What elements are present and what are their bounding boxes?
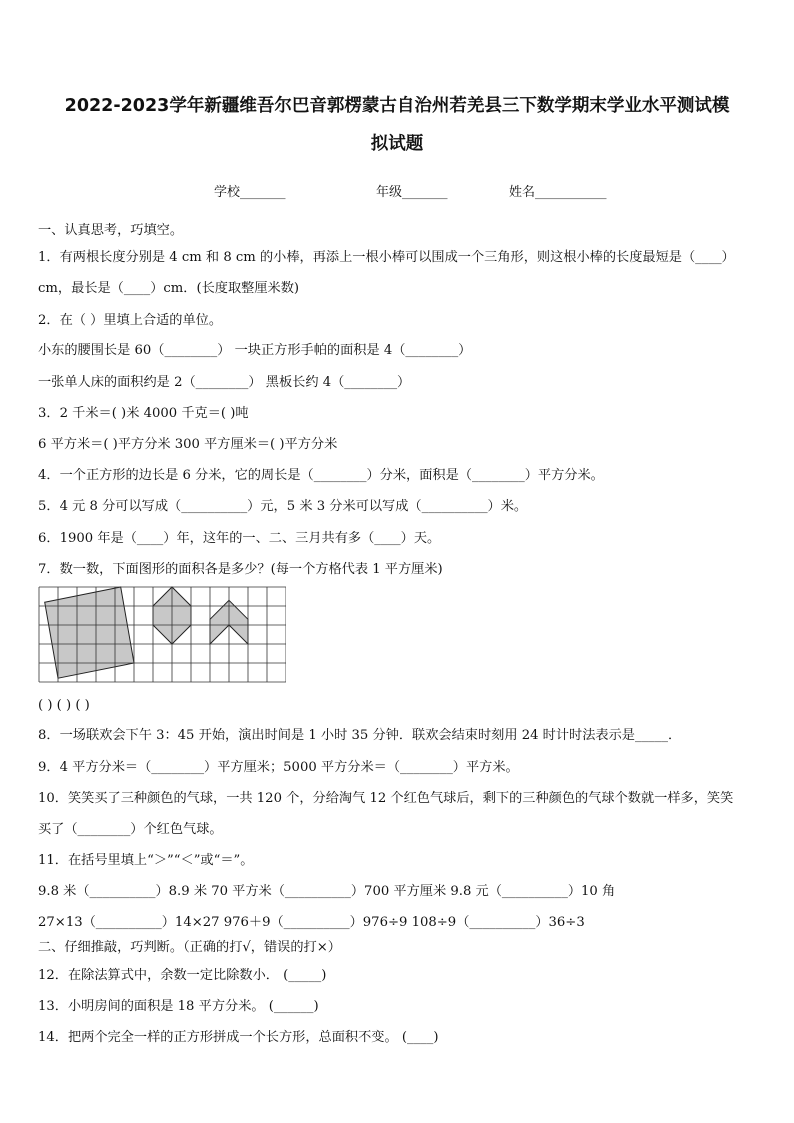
question-11-row2: 27×13（__________）14×27 976＋9（__________）976÷9 108÷9（__________）36÷3	[38, 915, 585, 930]
question-11: 11．在括号里填上“＞”“＜”或“＝”。	[38, 853, 254, 868]
question-2: 2．在（ ）里填上合适的单位。	[38, 313, 223, 328]
question-2-row1: 小东的腰围长是 60（________） 一块正方形手帕的面积是 4（________）	[38, 343, 472, 358]
question-13: 13．小明房间的面积是 18 平方分米。 (______)	[38, 999, 319, 1014]
school-field[interactable]: 学校_______	[214, 185, 286, 200]
question-6: 6．1900 年是（____）年，这年的一、二、三月共有多（____）天。	[38, 531, 441, 546]
question-10-line1: 10．笑笑买了三种颜色的气球，一共 120 个，分给淘气 12 个红色气球后，剩下的三种颜色的气球个数就一样多，笑笑	[38, 791, 734, 806]
section-2-heading: 二、仔细推敲，巧判断。（正确的打√，错误的打×）	[38, 940, 341, 955]
question-4: 4．一个正方形的边长是 6 分米，它的周长是（________）分米，面积是（________）平方分米。	[38, 468, 604, 483]
question-10-line2: 买了（________）个红色气球。	[38, 822, 223, 837]
question-5: 5．4 元 8 分可以写成（__________）元，5 米 3 分米可以写成（__________）米。	[38, 499, 528, 514]
page-title: 2022-2023学年新疆维吾尔巴音郭楞蒙古自治州若羌县三下数学期末学业水平测试模	[64, 96, 730, 116]
grade-field[interactable]: 年级_______	[376, 185, 448, 200]
question-7: 7．数一数，下面图形的面积各是多少？(每一个方格代表 1 平方厘米)	[38, 562, 443, 577]
question-8: 8．一场联欢会下午 3：45 开始，演出时间是 1 小时 35 分钟．联欢会结束时刻用 24 时计时法表示是_____．	[38, 728, 682, 743]
question-3-row2: 6 平方米＝( )平方分米 300 平方厘米＝( )平方分米	[38, 437, 338, 452]
question-3-row1: 3．2 千米＝( )米 4000 千克＝( )吨	[38, 406, 249, 421]
question-1-line2: cm，最长是（____）cm．(长度取整厘米数)	[38, 281, 300, 296]
page-title-continued: 拟试题	[370, 134, 424, 154]
question-9: 9．4 平方分米＝（________）平方厘米；5000 平方分米＝（________）平方米。	[38, 760, 519, 775]
question-11-row1: 9.8 米（__________）8.9 米 70 平方米（__________）700 平方厘米 9.8 元（__________）10 角	[38, 884, 616, 899]
question-1-line1: 1．有两根长度分别是 4 cm 和 8 cm 的小棒，再添上一根小棒可以围成一个三角形，则这根小棒的长度最短是（____）	[38, 250, 735, 265]
name-field[interactable]: 姓名___________	[509, 185, 607, 200]
question-12: 12．在除法算式中，余数一定比除数小． (_____)	[38, 968, 327, 983]
section-1-heading: 一、认真思考，巧填空。	[38, 223, 184, 238]
question-7-answers: ( ) ( ) ( )	[38, 698, 90, 713]
area-figure	[38, 586, 286, 689]
question-14: 14．把两个完全一样的正方形拼成一个长方形，总面积不变。 (____)	[38, 1030, 439, 1045]
grid-figure-svg	[38, 586, 286, 689]
question-2-row2: 一张单人床的面积约是 2（________） 黑板长约 4（________）	[38, 375, 411, 390]
